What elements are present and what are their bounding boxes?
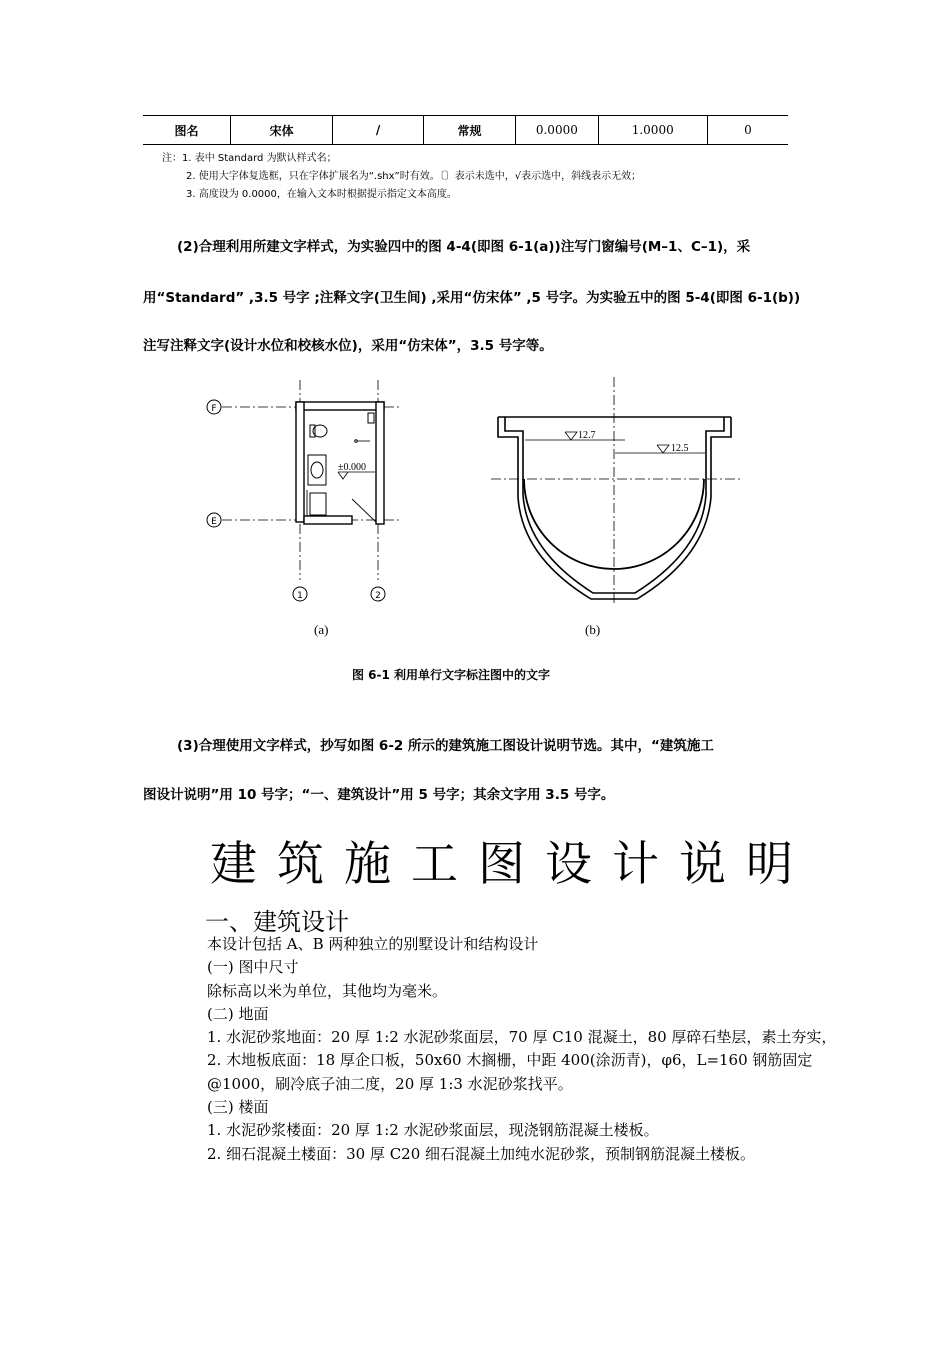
spec-line: 2. 木地板底面：18 厚企口板，50x60 木搁栅，中距 400(涂沥青)，φ6，L=160 钢筋固定 bbox=[207, 1051, 813, 1070]
spec-line: 2. 细石混凝土楼面：30 厚 C20 细石混凝土加纯水泥砂浆，预制钢筋混凝土楼板。 bbox=[207, 1144, 756, 1163]
spec-body bbox=[207, 933, 836, 1166]
axis-label-1: 1 bbox=[297, 591, 303, 601]
figure-a-bathroom-plan bbox=[200, 375, 420, 610]
axis-label-2: 2 bbox=[375, 591, 381, 601]
spec-line: (一) 图中尺寸 bbox=[207, 958, 299, 977]
table-row bbox=[143, 116, 788, 145]
water-level-check: 12.5 bbox=[671, 443, 689, 454]
spec-line: @1000，刷冷底子油二度，20 厚 1:3 水泥砂浆找平。 bbox=[207, 1074, 573, 1093]
paragraph-2-line-1: (2)合理利用所建文字样式，为实验四中的图 4-4(即图 6-1(a))注写门窗编号(M–1、C–1)，采 bbox=[177, 239, 751, 255]
axis-label-e: E bbox=[211, 517, 217, 527]
table-cell: 常规 bbox=[424, 116, 516, 145]
figure-b-label: (b) bbox=[585, 622, 601, 637]
elevation-label: ±0.000 bbox=[338, 462, 366, 473]
text-style-table bbox=[143, 115, 788, 145]
water-level-design: 12.7 bbox=[578, 430, 596, 441]
table-cell: 宋体 bbox=[231, 116, 333, 145]
table-note-3: 3. 高度设为 0.0000，在输入文本时根据提示指定文本高度。 bbox=[186, 189, 457, 200]
figure-6-2-spec-image bbox=[190, 825, 837, 1185]
figure-b-channel-section bbox=[485, 375, 750, 610]
paragraph-3-line-2: 图设计说明”用 10 号字；“一、建筑设计”用 5 号字；其余文字用 3.5 号字。 bbox=[143, 787, 615, 803]
figure-a-label: (a) bbox=[314, 622, 329, 637]
table-cell: 0.0000 bbox=[516, 116, 599, 145]
table-cell: / bbox=[333, 116, 424, 145]
spec-section-heading: 一、建筑设计 bbox=[205, 908, 349, 936]
table-cell: 0 bbox=[707, 116, 788, 145]
table-cell: 1.0000 bbox=[598, 116, 707, 145]
figure-caption: 图 6-1 利用单行文字标注图中的文字 bbox=[352, 668, 551, 682]
table-note-2: 2. 使用大字体复选框，只在字体扩展名为“.shx”时有效。〔〕表示未选中，√表示选中，斜线表示无效； bbox=[186, 171, 642, 182]
spec-line: (三) 楼面 bbox=[207, 1098, 269, 1117]
spec-line: 本设计包括 A、B 两种独立的别墅设计和结构设计 bbox=[207, 935, 539, 953]
paragraph-2-line-3: 注写注释文字(设计水位和校核水位)，采用“仿宋体”，3.5 号字等。 bbox=[143, 338, 553, 354]
axis-label-f: F bbox=[211, 404, 217, 414]
table-note-1: 注：1. 表中 Standard 为默认样式名； bbox=[162, 153, 337, 164]
paragraph-2-line-2: 用“Standard” ,3.5 号字 ;注释文字(卫生间) ,采用“仿宋体” ,5 号字。为实验五中的图 5-4(即图 6-1(b)) bbox=[143, 290, 801, 306]
spec-line: 除标高以米为单位，其他均为毫米。 bbox=[207, 981, 448, 1000]
spec-title: 建筑施工图设计说明 bbox=[210, 837, 813, 892]
spec-line: 1. 水泥砂浆楼面：20 厚 1:2 水泥砂浆面层，现浇钢筋混凝土楼板。 bbox=[207, 1121, 659, 1140]
spec-line: (二) 地面 bbox=[207, 1004, 269, 1023]
spec-line: 1. 水泥砂浆地面：20 厚 1:2 水泥砂浆面层，70 厚 C10 混凝土，80 厚碎石垫层，素土夯实， bbox=[207, 1028, 837, 1047]
table-cell: 图名 bbox=[143, 116, 231, 145]
paragraph-3-line-1: (3)合理使用文字样式，抄写如图 6-2 所示的建筑施工图设计说明节选。其中，“建筑施工 bbox=[177, 738, 714, 754]
